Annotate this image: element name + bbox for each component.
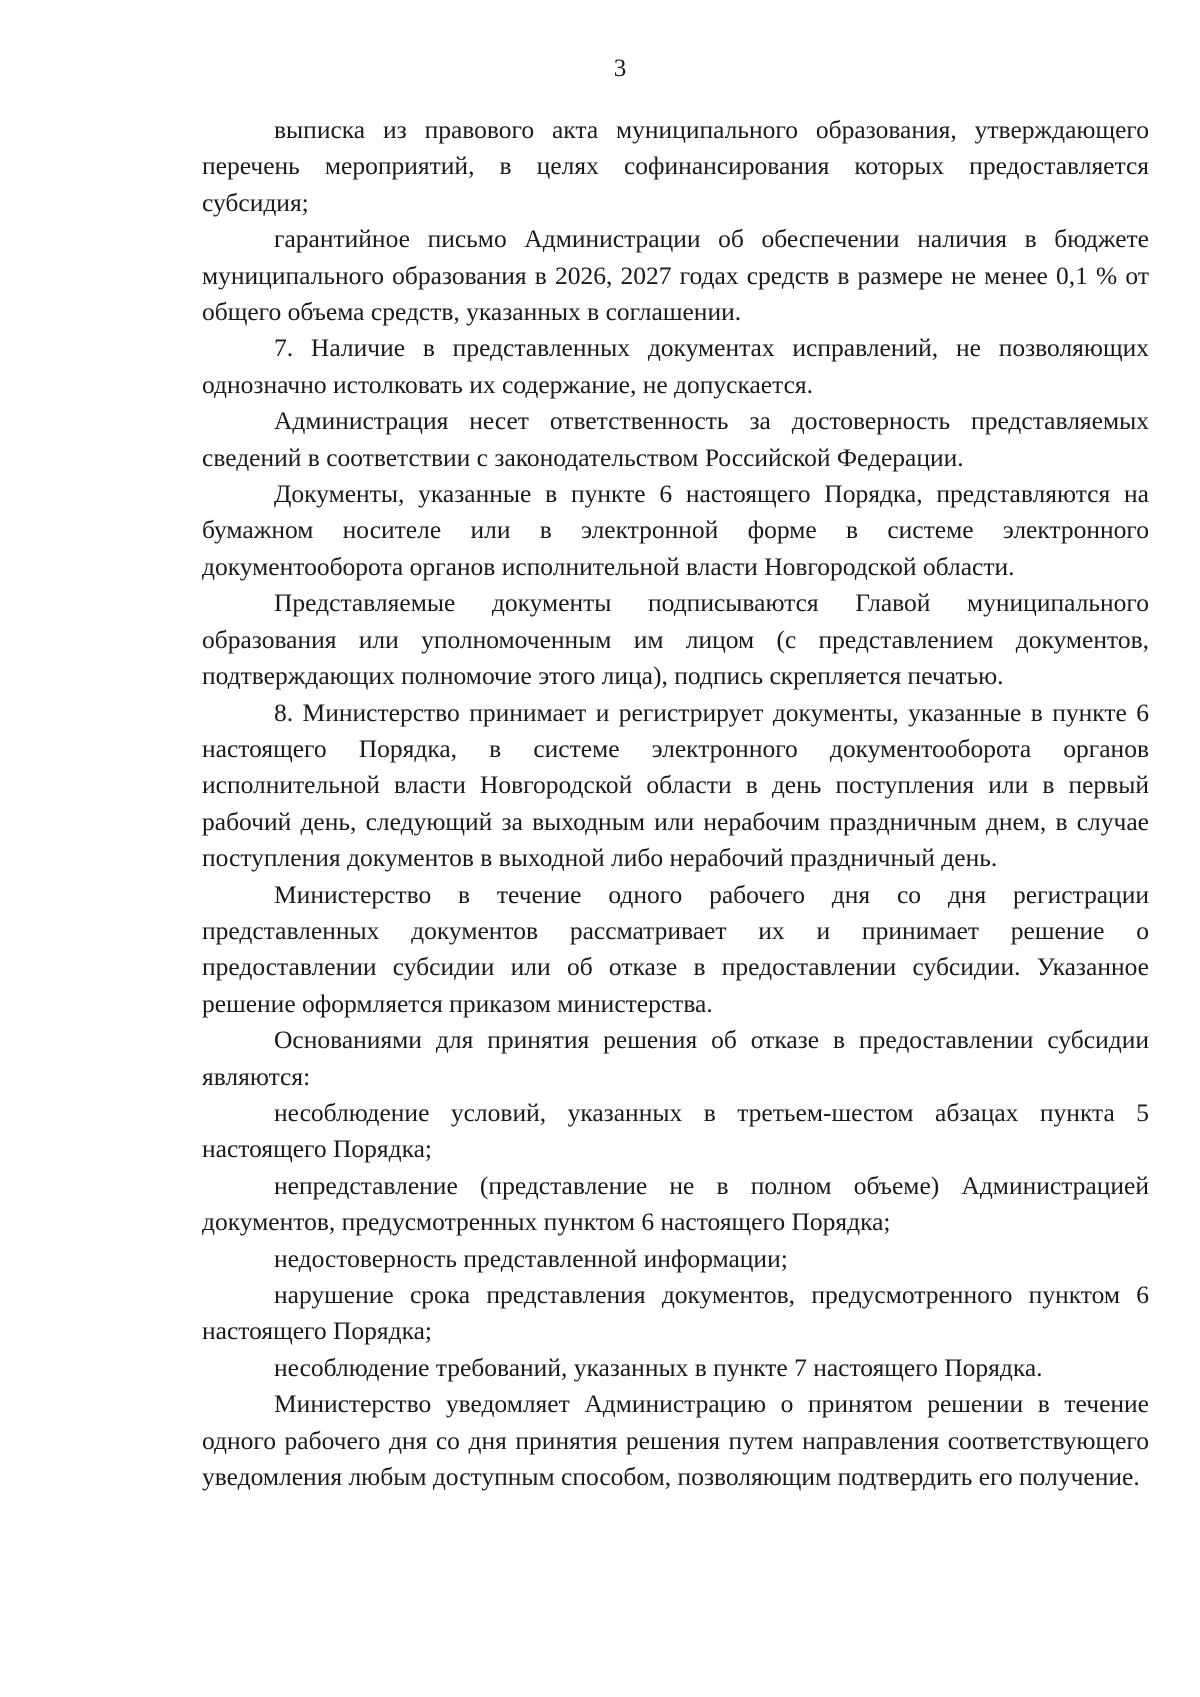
- paragraph-ground-unreliable-info: недостоверность представленной информации;: [274, 1243, 788, 1273]
- paragraph-item-8-registration: 8. Министерство принимает и регистрирует документы, указанные в пункте 6 настоящего Порядка, в системе электронного документооборота органов исполнительной власти Новгородской области в день поступления или в первый рабочий день, следующий за выходным или нерабочим праздничным днем, в случае поступления документов в выходной либо нерабочий праздничный день.: [202, 697, 1149, 873]
- paragraph-administration-responsibility: Администрация несет ответственность за достоверность представляемых сведений в соответствии с законодательством Российской Федерации.: [202, 406, 1149, 472]
- paragraph-ministry-notification: Министерство уведомляет Администрацию о принятом решении в течение одного рабочего дня со дня принятия решения путем направления соответствующего уведомления любым доступным способом, позволяющим подтвердить его получение.: [202, 1389, 1149, 1492]
- page-number: 3: [613, 55, 627, 82]
- paragraph-guarantee-letter: гарантийное письмо Администрации об обеспечении наличия в бюджете муниципального образования в 2026, 2027 годах средств в размере не менее 0,1 % от общего объема средств, указанных в соглашении.: [202, 224, 1149, 327]
- paragraph-ministry-decision: Министерство в течение одного рабочего дня со дня регистрации представленных документов рассматривает их и принимает решение о предоставлении субсидии или об отказе в предоставлении субсидии. Указанное решение оформляется приказом министерства.: [202, 879, 1149, 1018]
- paragraph-documents-signing: Представляемые документы подписываются Главой муниципального образования или уполномоченным им лицом (с представлением документов, подтверждающих полномочие этого лица), подпись скрепляется печатью.: [202, 588, 1149, 691]
- paragraph-item-7-corrections: 7. Наличие в представленных документах исправлений, не позволяющих однозначно истолковать их содержание, не допускается.: [202, 333, 1149, 399]
- paragraph-ground-conditions: несоблюдение условий, указанных в третьем-шестом абзацах пункта 5 настоящего Порядка;: [202, 1097, 1149, 1164]
- paragraph-ground-deadline: нарушение срока представления документов, предусмотренного пунктом 6 настоящего Порядка;: [202, 1280, 1149, 1346]
- paragraph-ground-requirements: несоблюдение требований, указанных в пункте 7 настоящего Порядка.: [274, 1352, 1043, 1382]
- paragraph-extract-legal-act: выписка из правового акта муниципального образования, утверждающего перечень мероприятий, в целях софинансирования которых предоставляется субсидия;: [202, 115, 1149, 217]
- document-body: [202, 112, 1149, 1495]
- paragraph-documents-submission: Документы, указанные в пункте 6 настоящего Порядка, представляются на бумажном носителе или в электронной форме в системе электронного документооборота органов исполнительной власти Новгородской области.: [202, 479, 1149, 581]
- paragraph-ground-nonsubmission: непредставление (представление не в полном объеме) Администрацией документов, предусмотренных пунктом 6 настоящего Порядка;: [202, 1170, 1149, 1237]
- paragraph-refusal-grounds: Основаниями для принятия решения об отказе в предоставлении субсидии являются:: [202, 1025, 1149, 1091]
